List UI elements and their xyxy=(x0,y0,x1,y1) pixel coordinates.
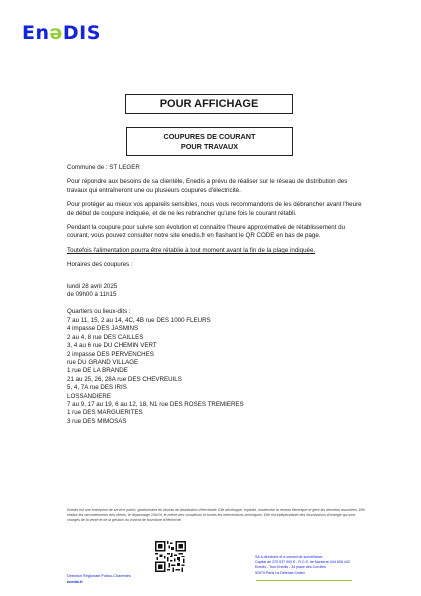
paragraph-1: Pour répondre aux besoins de sa clientèle, Enedis a prévu de réaliser sur le réseau de distribution des travaux qui entraîneront une ou plusieurs coupures d'électricité. xyxy=(67,178,348,194)
legal-info xyxy=(255,555,350,576)
quartier-item: 4 impasse DES JASMINS xyxy=(67,325,139,333)
legal-line: Enedis - Tour Enedis - 34 place des Corolles xyxy=(255,565,326,570)
enedis-about: Enedis est une entreprise de service public, gestionnaire du réseau de distribution d'électricité. Elle développe, exploite, modernise le réseau électrique et gère les données associées. Elle réalise les raccordements des clients, le dépannage 24h/24, le relevé des compteurs et toutes les interventions techniques. Elle est indépendante des fournisseurs d'énergie qui sont chargés de la vente et de la gestion du contrat de fourniture d'électricité. xyxy=(67,508,365,523)
quartier-item: 2 au 4, 8 rue DES CAILLES xyxy=(67,333,144,341)
quartier-item: LOSSANDIERE xyxy=(67,392,112,400)
quartiers-label: Quartiers ou lieux-dits : xyxy=(67,308,131,316)
paragraph-2: Pour protéger au mieux vos appareils sensibles, nous vous recommandons de les débrancher avant l'heure de début de coupure indiquée, et de ne les rebrancher qu'une fois le courant rétabli. xyxy=(67,201,362,217)
quartier-item: 2 impasse DES PERVENCHES xyxy=(67,350,154,358)
legal-line: SA à directoire et à conseil de surveillance xyxy=(255,555,323,559)
quartier-item: 21 au 25, 26, 28A rue DES CHEVREUILS xyxy=(67,375,182,383)
notice-body xyxy=(67,164,365,426)
warning-text: Toutefois l'alimentation pourra être rétablie à tout moment avant la fin de la plage indiquée. xyxy=(67,246,316,254)
quartier-item: 3 rue DES MIMOSAS xyxy=(67,417,127,425)
coupure-time: de 09h00 à 11h15 xyxy=(67,291,117,299)
logo-text: EnəDIS xyxy=(22,22,101,44)
coupure-date: lundi 28 avril 2025 xyxy=(67,282,118,290)
subject-line2: POUR TRAVAUX xyxy=(180,141,239,151)
banner-title: POUR AFFICHAGE xyxy=(159,98,259,110)
website-link[interactable]: enedis.fr xyxy=(67,579,83,584)
quartier-item: 7 au 11, 15, 2 au 14, 4C, 4B rue DES 1000 FLEURS xyxy=(67,316,211,324)
enedis-logo xyxy=(22,22,101,44)
direction-name: Direction Régionale Poitou-Charentes xyxy=(67,574,131,578)
quartier-item: 1 rue DE LA BRANDE xyxy=(67,367,128,375)
quartier-item: 7 au 9, 17 au 19, 6 au 12, 18, N1 rue DES ROSES TREMIERES xyxy=(67,400,244,408)
quartier-item: rue DU GRAND VILLAGE xyxy=(67,358,139,366)
direction-info xyxy=(67,574,131,585)
horaires-label: Horaires des coupures : xyxy=(67,261,133,269)
subject-line1: COUPURES DE COURANT xyxy=(163,131,256,141)
legal-line: Capital de 270 037 000 € - R.C.S. de Nanterre 444 608 442 xyxy=(255,560,350,565)
commune: Commune de : ST LEGER xyxy=(67,164,140,171)
banner-pour-affichage xyxy=(125,94,293,114)
qr-code-icon[interactable] xyxy=(155,541,186,572)
quartier-item: 3, 4 au 6 rue DU CHEMIN VERT xyxy=(67,342,157,350)
subject-box xyxy=(126,127,293,156)
quartier-item: 1 rue DES MARGUERITES xyxy=(67,409,143,417)
legal-line: 92079 Paris La Défense Cedex xyxy=(255,570,305,575)
brand-green-line xyxy=(256,580,352,581)
quartier-item: 5, 4, 7A rue DES IRIS xyxy=(67,384,127,392)
paragraph-3: Pendant la coupure pour suivre son évolution et connaître l'heure approximative de rétablissement du courant, vous pouvez consulter notre site enedis.fr en flashant le QR CODE en bas de page. xyxy=(67,224,346,240)
